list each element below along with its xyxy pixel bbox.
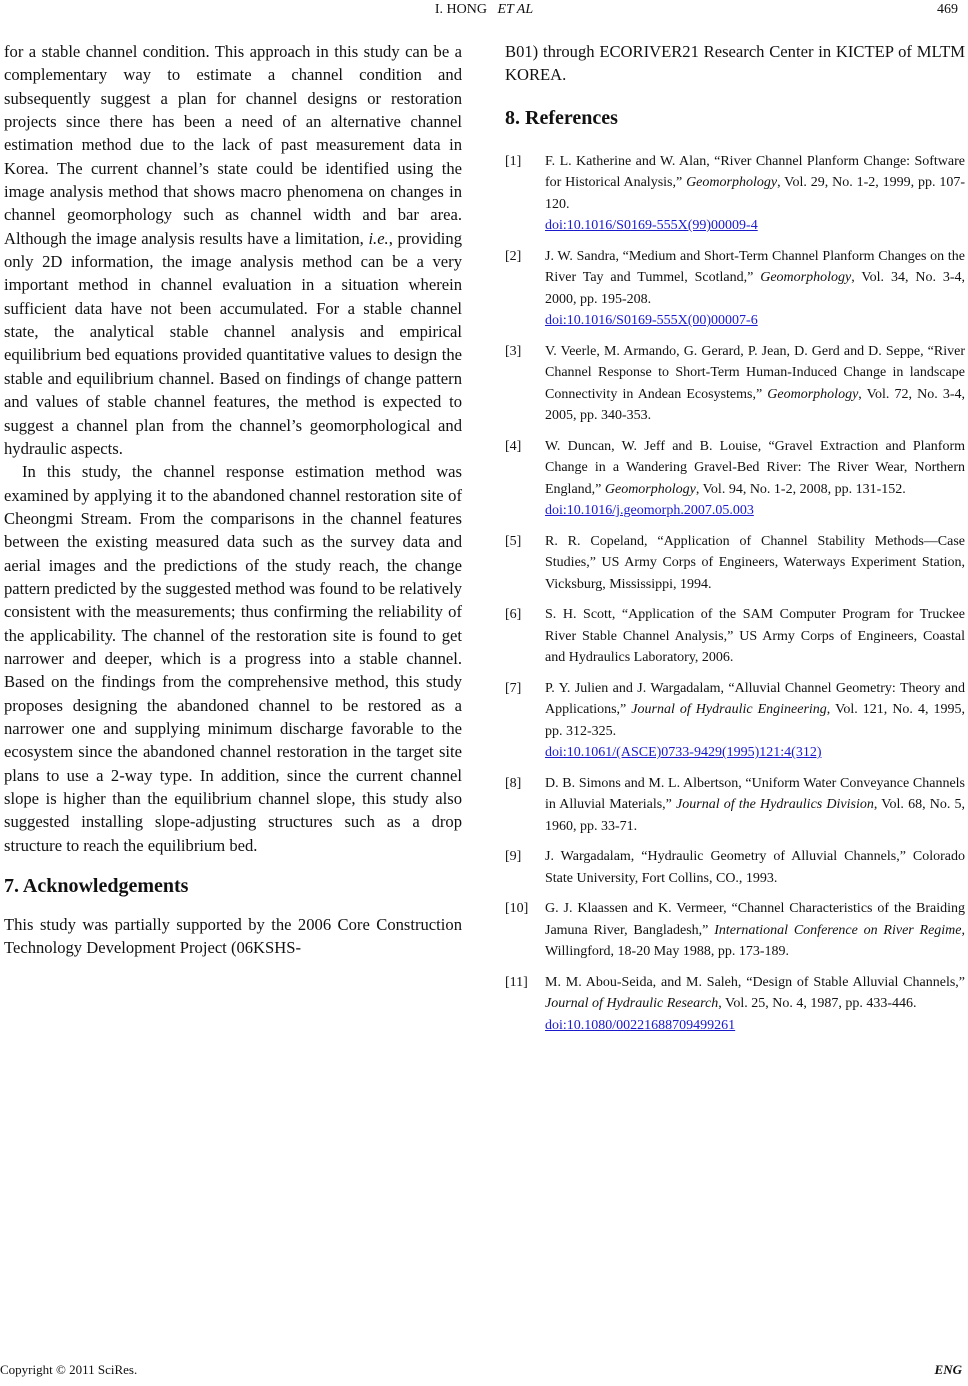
reference-text: F. L. Katherine and W. Alan, “River Channel Planform Change: Software for Historical Analysis,” — [545, 153, 965, 191]
reference-details: , Vol. 29, No. 1-2, 1999, pp. 107-120. — [545, 175, 965, 212]
reference-text: W. Duncan, W. Jeff and B. Louise, “Gravel Extraction and Planform Change in a Wandering Gravel-Bed River: The River Wear, Northern England,” — [545, 438, 965, 497]
body-paragraph-2: In this study, the channel response estimation method was examined by applying it to the abandoned channel restoration site of Cheongmi Stream. From the comparisons in the channel features between the existing measured data such as the survey data and aerial images and the predictions of the study reach, the change pattern predicted by the suggested method was found to be relatively consistent with the measurements; thus confirming the reliability of the applicability. The channel of the restoration site is found to get narrower and deeper, which is a progress into a stable channel. Based on the findings from the comprehensive method, this study proposes designing the abandoned channel to be restored as a narrower one and supplying minimum discharge favorable to the ecosystem since the abandoned channel restoration in the target site plans to use a 2-way type. In addition, since the current channel slope is higher than the equilibrium channel slope, this study also suggested installing slope-adjusting structures such as a drop structure to reach the equilibrium bed. — [4, 462, 462, 855]
reference-journal: Geomorphology — [604, 481, 696, 497]
reference-journal: Geomorphology — [760, 270, 852, 286]
reference-details: , Vol. 25, No. 4, 1987, pp. 433-446. — [718, 996, 917, 1012]
reference-number: [7] — [505, 680, 522, 696]
body-paragraph-1 — [4, 40, 462, 460]
page-number: 469 — [937, 2, 958, 17]
header-author: I. HONG — [434, 2, 487, 17]
footer-journal: ENG — [934, 1362, 962, 1377]
reference-doi-link[interactable]: doi:10.1061/(ASCE)0733-9429(1995)121:4(312) — [545, 745, 822, 761]
reference-text: G. J. Klaassen and K. Vermeer, “Channel Characteristics of the Braiding Jamuna River, Bangladesh,” — [545, 901, 965, 938]
acknowledgements-continued: B01) through ECORIVER21 Research Center in KICTEP of MLTM KOREA. — [505, 42, 965, 85]
reference-journal: International Conference on River Regime — [714, 922, 962, 938]
reference-number: [3] — [505, 343, 522, 359]
reference-text: P. Y. Julien and J. Wargadalam, “Alluvial Channel Geometry: Theory and Applications,” — [545, 680, 965, 718]
reference-doi-link[interactable]: doi:10.1016/S0169-555X(00)00007-6 — [545, 313, 758, 329]
reference-item — [505, 531, 965, 596]
reference-item — [505, 436, 965, 522]
reference-journal: Journal of the Hydraulics Division — [676, 797, 874, 813]
reference-doi-link[interactable]: doi:10.1016/S0169-555X(99)00009-4 — [545, 218, 758, 234]
reference-details: , Willingford, 18-20 May 1988, pp. 173-189. — [545, 922, 965, 960]
reference-doi-link[interactable]: doi:10.1016/j.geomorph.2007.05.003 — [545, 503, 754, 519]
reference-journal: Journal of Hydraulic Engineering — [631, 702, 827, 718]
left-column — [4, 40, 462, 960]
reference-details: , Vol. 72, No. 3-4, 2005, pp. 340-353. — [545, 386, 966, 424]
reference-number: [9] — [505, 849, 522, 865]
reference-number: [10] — [505, 901, 529, 917]
reference-text: J. W. Sandra, “Medium and Short-Term Channel Planform Changes on the River Tay and Tummel, Scotland,” — [545, 248, 965, 286]
paragraph-1-text: for a stable channel condition. This approach in this study can be a complementary way to estimate a channel condition and subsequently suggest a plan for channel designs or restoration projects since there has been a need of an alternative channel estimation method due to the lack of past measurement data in Korea. The current channel’s state could be identified using the image analysis method that shows macro phenomena on changes in channel geomorphology such as channel width and bar area. Although the image analysis results have a limitation, — [4, 42, 462, 248]
reference-item — [505, 678, 965, 764]
paragraph-1-ie: i.e. — [368, 228, 389, 248]
reference-number: [8] — [505, 775, 522, 791]
reference-number: [6] — [505, 607, 522, 623]
reference-number: [11] — [505, 974, 528, 990]
acknowledgements-text: This study was partially supported by the 2006 Core Construction Technology Development Project (06KSHS- — [4, 915, 462, 958]
paragraph-1-rest: , providing only 2D information, the image analysis method can be a very important method in channel evaluation in a situation wherein sufficient data have not been accumulated. For a stable channel state, the analytical stable channel analysis and empirical equilibrium bed equations provided quantitative values to design the stable and equilibrium channel. Based on findings of change pattern and values of stable channel features, the method is expected to suggest a channel plan from the channel’s geomorphological and hydraulic aspects. — [4, 228, 462, 458]
reference-details: , Vol. 34, No. 3-4, 2000, pp. 195-208. — [545, 270, 966, 307]
reference-number: [1] — [505, 153, 522, 169]
reference-doi-link[interactable]: doi:10.1080/00221688709499261 — [545, 1017, 736, 1033]
reference-details: , Vol. 94, No. 1-2, 2008, pp. 131-152. — [695, 481, 906, 497]
reference-journal: Geomorphology — [767, 386, 859, 402]
reference-number: [5] — [505, 533, 522, 549]
reference-text: J. Wargadalam, “Hydraulic Geometry of Alluvial Channels,” Colorado State University, Fort Collins, CO., 1993. — [545, 849, 965, 886]
reference-item — [505, 341, 965, 427]
reference-journal: Journal of Hydraulic Research — [545, 996, 719, 1012]
references-list — [505, 151, 965, 1037]
footer-copyright: Copyright © 2011 SciRes. — [0, 1362, 138, 1377]
reference-text: D. B. Simons and M. L. Albertson, “Uniform Water Conveyance Channels in Alluvial Materials,” — [545, 775, 965, 813]
reference-item — [505, 898, 965, 963]
reference-text: R. R. Copeland, “Application of Channel Stability Methods—Case Studies,” US Army Corps of Engineers, Waterways Experiment Station, Vicksburg, Mississippi, 1994. — [545, 533, 965, 592]
reference-details: , Vol. 68, No. 5, 1960, pp. 33-71. — [545, 797, 965, 834]
reference-item — [505, 846, 965, 889]
reference-text: S. H. Scott, “Application of the SAM Computer Program for Truckee River Stable Channel Analysis,” US Army Corps of Engineers, Coastal and Hydraulics Laboratory, 2006. — [545, 607, 965, 666]
right-column — [505, 40, 965, 1045]
reference-details: , Vol. 121, No. 4, 1995, pp. 312-325. — [545, 702, 965, 739]
reference-number: [2] — [505, 248, 522, 264]
reference-item — [505, 604, 965, 669]
running-title — [0, 2, 968, 18]
references-heading: 8. References — [505, 106, 618, 129]
reference-item — [505, 972, 965, 1037]
reference-item — [505, 151, 965, 237]
reference-item — [505, 773, 965, 838]
reference-item — [505, 246, 965, 332]
reference-number: [4] — [505, 438, 522, 454]
page-footer — [0, 1360, 968, 1382]
running-header — [0, 0, 968, 28]
reference-text: M. M. Abou-Seida, and M. Saleh, “Design of Stable Alluvial Channels,” — [545, 974, 965, 990]
reference-text: V. Veerle, M. Armando, G. Gerard, P. Jean, D. Gerd and D. Seppe, “River Channel Response to Short-Term Human-Induced Change in landscape Connectivity in Andean Ecosystems,” — [545, 343, 965, 402]
reference-journal: Geomorphology — [686, 175, 778, 191]
header-etal: ET AL — [497, 2, 534, 17]
acknowledgements-heading: 7. Acknowledgements — [4, 875, 189, 898]
